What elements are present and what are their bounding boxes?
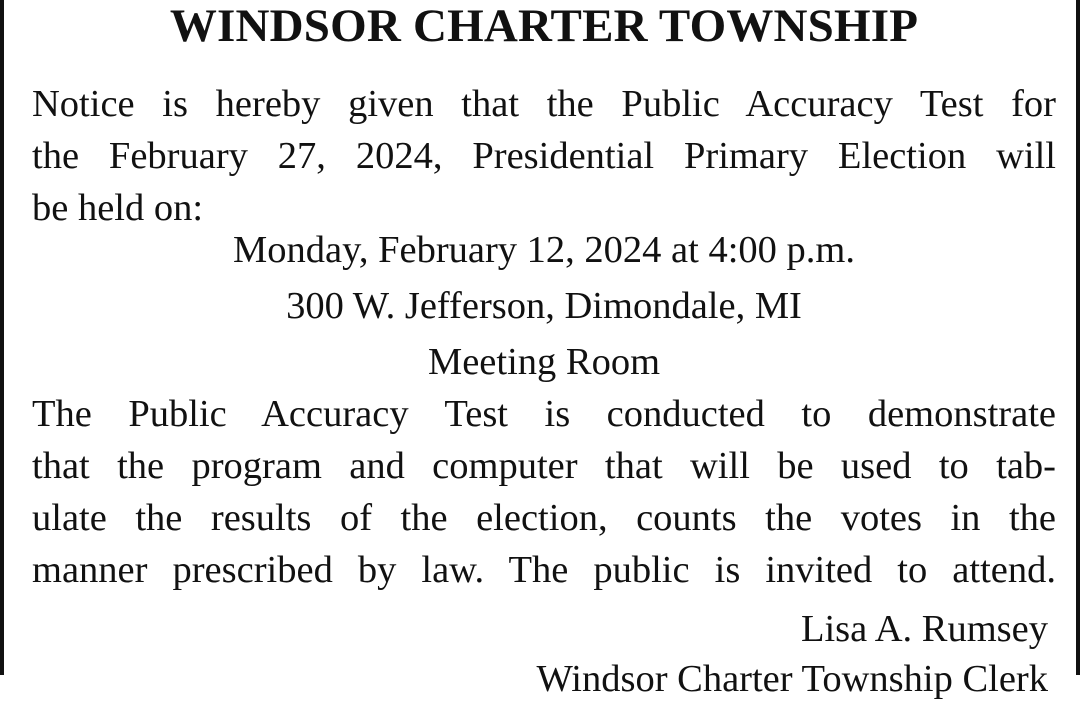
signature-block [536,604,1048,704]
intro-line: the February 27, 2024, Presidential Primary Election will [32,135,1056,177]
signature-position: Windsor Charter Township Clerk [536,658,1048,700]
body-line: that the program and computer that will be used to tab- [32,445,1056,487]
signature-name: Lisa A. Rumsey [800,608,1048,650]
body-line: manner prescribed by law. The public is invited to attend. [32,549,1056,591]
intro-paragraph [32,78,1056,234]
notice-title: WINDSOR CHARTER TOWNSHIP [169,0,919,52]
event-details [4,222,1084,390]
body-line: ulate the results of the election, counts the votes in the [32,497,1056,539]
event-room: Meeting Room [427,341,661,383]
body-paragraph [32,388,1056,596]
event-address: 300 W. Jefferson, Dimondale, MI [286,285,802,327]
intro-line: be held on: [32,187,204,229]
intro-line: Notice is hereby given that the Public Accuracy Test for [32,83,1056,125]
body-line: The Public Accuracy Test is conducted to demonstrate [32,393,1056,435]
event-date-time: Monday, February 12, 2024 at 4:00 p.m. [233,229,855,271]
